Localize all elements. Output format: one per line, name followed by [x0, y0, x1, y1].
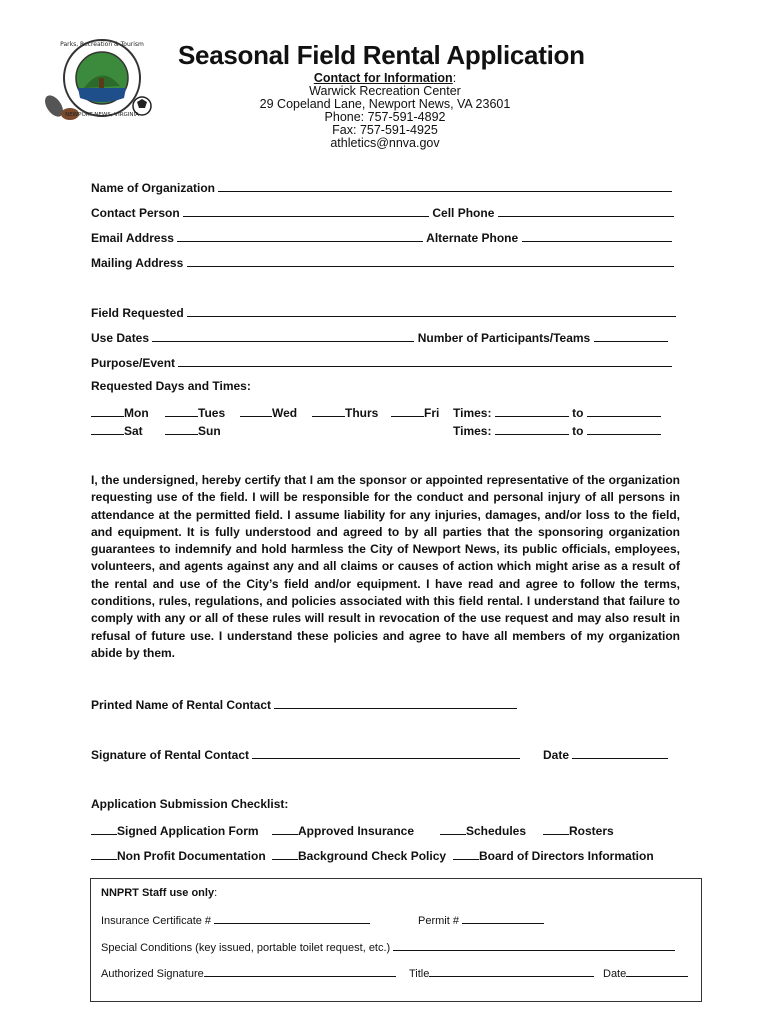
time-end-2[interactable]	[587, 422, 661, 435]
org-name-row	[91, 179, 672, 195]
requested-days-label: Requested Days and Times:	[91, 379, 251, 393]
day-sun[interactable]: Sun	[165, 422, 221, 438]
staff-date-field[interactable]	[626, 966, 688, 977]
insurance-row	[101, 913, 370, 927]
org-name-label: Name of Organization	[91, 181, 216, 195]
checklist-item[interactable]: Rosters	[543, 822, 614, 838]
date-label: Date	[543, 748, 570, 762]
email-row	[91, 229, 672, 245]
staff-date-row	[603, 966, 688, 980]
certification-paragraph: I, the undersigned, hereby certify that I am the sponsor or appointed representative of the organization requesting use of the field. I will be responsible for the conduct and personal injury of all persons in attendance at the permitted field. I assume liability for any injuries, damages, and/or loss to the field, and equipment. It is fully understood and agreed to by all parties that the sponsoring organization guarantees to indemnify and hold harmless the City of Newport News, its public officials, employees, volunteers, and agents against any and all claims or causes of action which might arise as a result of the rental and use of the City’s field and/or equipment. I have read and agree to follow the terms, conditions, rules, regulations, and policies associated with this field rental. I understand that failure to comply with any or all of these rules will result in revocation of the use request and may also result in refusal of future use. I understand these policies and agree to have all members of my organization abide by them.	[91, 473, 680, 660]
purpose-field[interactable]	[178, 354, 672, 367]
field-requested-field[interactable]	[187, 304, 676, 317]
contact-person-row	[91, 204, 674, 220]
checklist-item[interactable]: Non Profit Documentation	[91, 847, 266, 863]
day-fri-blank[interactable]	[391, 404, 424, 417]
contact-line: Phone: 757-591-4892	[324, 110, 446, 124]
staff-date-label: Date	[603, 968, 627, 980]
staff-title-row	[409, 966, 594, 980]
purpose-label: Purpose/Event	[91, 356, 176, 370]
org-name-field[interactable]	[218, 179, 672, 192]
contact-line: athletics@nnva.gov	[330, 136, 440, 150]
use-dates-label: Use Dates	[91, 331, 150, 345]
special-conditions-label: Special Conditions (key issued, portable toilet request, etc.)	[101, 942, 391, 954]
printed-name-label: Printed Name of Rental Contact	[91, 698, 272, 712]
contact-person-label: Contact Person	[91, 206, 180, 220]
checklist-blank[interactable]	[440, 822, 466, 835]
city-seal-logo	[44, 36, 156, 126]
checklist-item[interactable]: Schedules	[440, 822, 526, 838]
staff-use-box	[90, 878, 702, 1002]
day-thurs[interactable]: Thurs	[312, 404, 378, 420]
checklist-blank[interactable]	[272, 847, 298, 860]
day-sat-blank[interactable]	[91, 422, 124, 435]
alt-phone-field[interactable]	[522, 229, 672, 242]
checklist-blank[interactable]	[272, 822, 298, 835]
permit-row	[418, 913, 544, 927]
page-title: Seasonal Field Rental Application	[178, 40, 585, 70]
email-label: Email Address	[91, 231, 174, 245]
day-sun-blank[interactable]	[165, 422, 198, 435]
times-label: Times:	[453, 424, 492, 438]
auth-signature-field[interactable]	[204, 966, 396, 977]
contact-line: Fax: 757-591-4925	[332, 123, 438, 137]
staff-title: NNPRT Staff use only:	[101, 887, 218, 899]
checklist-item[interactable]: Board of Directors Information	[453, 847, 654, 863]
day-wed-blank[interactable]	[240, 404, 272, 417]
times-row-1	[453, 404, 661, 420]
alt-phone-label: Alternate Phone	[426, 231, 519, 245]
times-row-2	[453, 422, 661, 438]
staff-title-label: Title	[409, 968, 430, 980]
special-conditions-field[interactable]	[393, 940, 675, 951]
auth-signature-row	[101, 966, 396, 980]
checklist-blank[interactable]	[453, 847, 479, 860]
checklist-blank[interactable]	[543, 822, 569, 835]
permit-field[interactable]	[462, 913, 544, 924]
day-tues[interactable]: Tues	[165, 404, 225, 420]
checklist-item[interactable]: Signed Application Form	[91, 822, 259, 838]
times-label: Times:	[453, 406, 492, 420]
time-start-2[interactable]	[495, 422, 569, 435]
num-participants-field[interactable]	[594, 329, 668, 342]
checklist-item[interactable]: Background Check Policy	[272, 847, 446, 863]
date-field[interactable]	[572, 746, 668, 759]
to-label: to	[572, 424, 584, 438]
insurance-label: Insurance Certificate #	[101, 915, 212, 927]
to-label: to	[572, 406, 584, 420]
checklist-blank[interactable]	[91, 847, 117, 860]
printed-name-row	[91, 696, 517, 712]
auth-signature-label: Authorized Signature	[101, 968, 204, 980]
checklist-blank[interactable]	[91, 822, 117, 835]
contact-line: Warwick Recreation Center	[309, 84, 461, 98]
day-fri[interactable]: Fri	[391, 404, 439, 420]
date-row	[543, 746, 668, 762]
use-dates-row	[91, 329, 668, 345]
use-dates-field[interactable]	[152, 329, 414, 342]
permit-label: Permit #	[418, 915, 459, 927]
staff-title-field[interactable]	[429, 966, 594, 977]
day-thurs-blank[interactable]	[312, 404, 345, 417]
email-field[interactable]	[177, 229, 423, 242]
signature-field[interactable]	[252, 746, 520, 759]
checklist-title: Application Submission Checklist:	[91, 797, 289, 811]
contact-header: Contact for Information:	[313, 71, 457, 85]
contact-person-field[interactable]	[183, 204, 429, 217]
day-wed[interactable]: Wed	[240, 404, 297, 420]
contact-line: 29 Copeland Lane, Newport News, VA 23601	[259, 97, 511, 111]
signature-label: Signature of Rental Contact	[91, 748, 250, 762]
logo-bottom-text: NEWPORT NEWS, VIRGINIA	[65, 112, 139, 118]
mailing-field[interactable]	[187, 254, 674, 267]
num-participants-label: Number of Participants/Teams	[417, 331, 591, 345]
insurance-field[interactable]	[214, 913, 370, 924]
time-end-1[interactable]	[587, 404, 661, 417]
logo-top-text: Parks, Recreation & Tourism	[60, 41, 144, 48]
cell-phone-field[interactable]	[498, 204, 674, 217]
day-mon-blank[interactable]	[91, 404, 124, 417]
mailing-label: Mailing Address	[91, 256, 184, 270]
cell-phone-label: Cell Phone	[432, 206, 495, 220]
field-requested-label: Field Requested	[91, 306, 184, 320]
day-mon[interactable]: Mon	[91, 404, 149, 420]
purpose-row	[91, 354, 672, 370]
printed-name-field[interactable]	[274, 696, 517, 709]
special-conditions-row	[101, 940, 675, 954]
field-requested-row	[91, 304, 676, 320]
time-start-1[interactable]	[495, 404, 569, 417]
signature-row	[91, 746, 520, 762]
day-sat[interactable]: Sat	[91, 422, 143, 438]
mailing-row	[91, 254, 674, 270]
checklist-item[interactable]: Approved Insurance	[272, 822, 414, 838]
day-tues-blank[interactable]	[165, 404, 198, 417]
